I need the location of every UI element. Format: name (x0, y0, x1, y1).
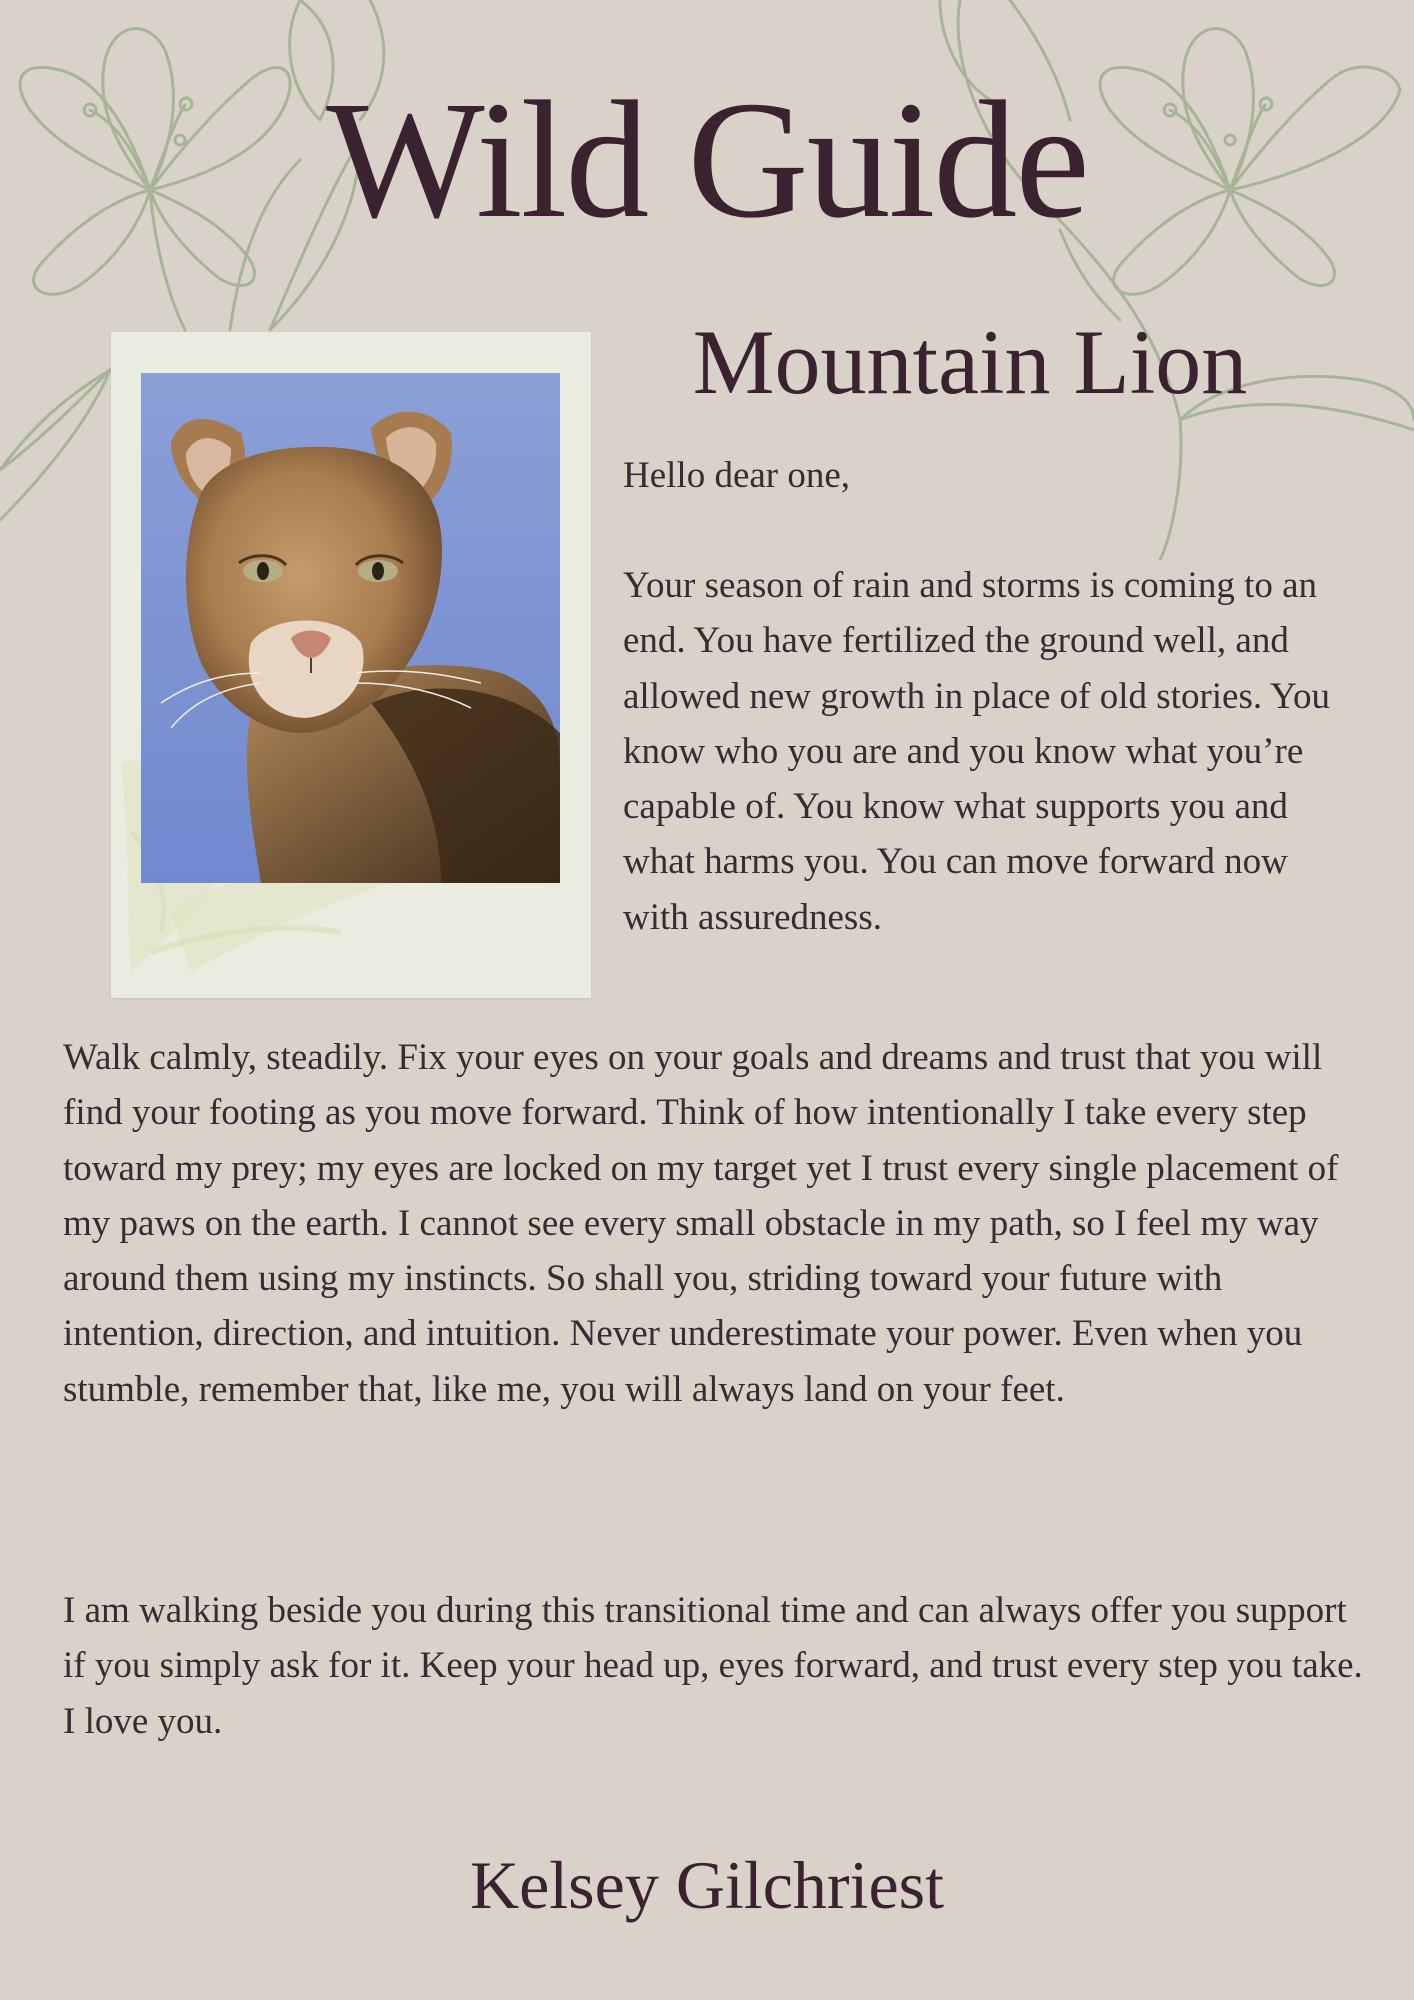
message-paragraph-2: I am walking beside you during this transitional time and can always offer you support if you simply ask for it. Keep your head up, eyes forward, and trust every step you take. I love you. (63, 1590, 1363, 1742)
greeting: Hello dear one, (623, 455, 851, 496)
intro-paragraph: Your season of rain and storms is coming to an end. You have fertilized the ground well, and allowed new growth in place of old stories. You know who you are and you know what you’re capable of. You know what supports you and what harms you. You can move forward now with assuredness. (623, 565, 1331, 938)
signature: Kelsey Gilchriest (470, 1847, 944, 1923)
photo-card (111, 332, 591, 998)
page-title: Wild Guide (326, 67, 1088, 253)
animal-name: Mountain Lion (692, 311, 1248, 413)
mountain-lion-photo (141, 373, 560, 883)
message-paragraph-1: Walk calmly, steadily. Fix your eyes on your goals and dreams and trust that you will find your footing as you move forward. Think of how intentionally I take every step toward my prey; my eyes are locked on my target yet I trust every single placement of my paws on the earth. I cannot see every small obstacle in my path, so I feel my way around them using my instincts. So shall you, striding toward your future with intention, direction, and intuition. Never underestimate your power. Even when you stumble, remember that, like me, you will always land on your feet. (63, 1037, 1339, 1410)
